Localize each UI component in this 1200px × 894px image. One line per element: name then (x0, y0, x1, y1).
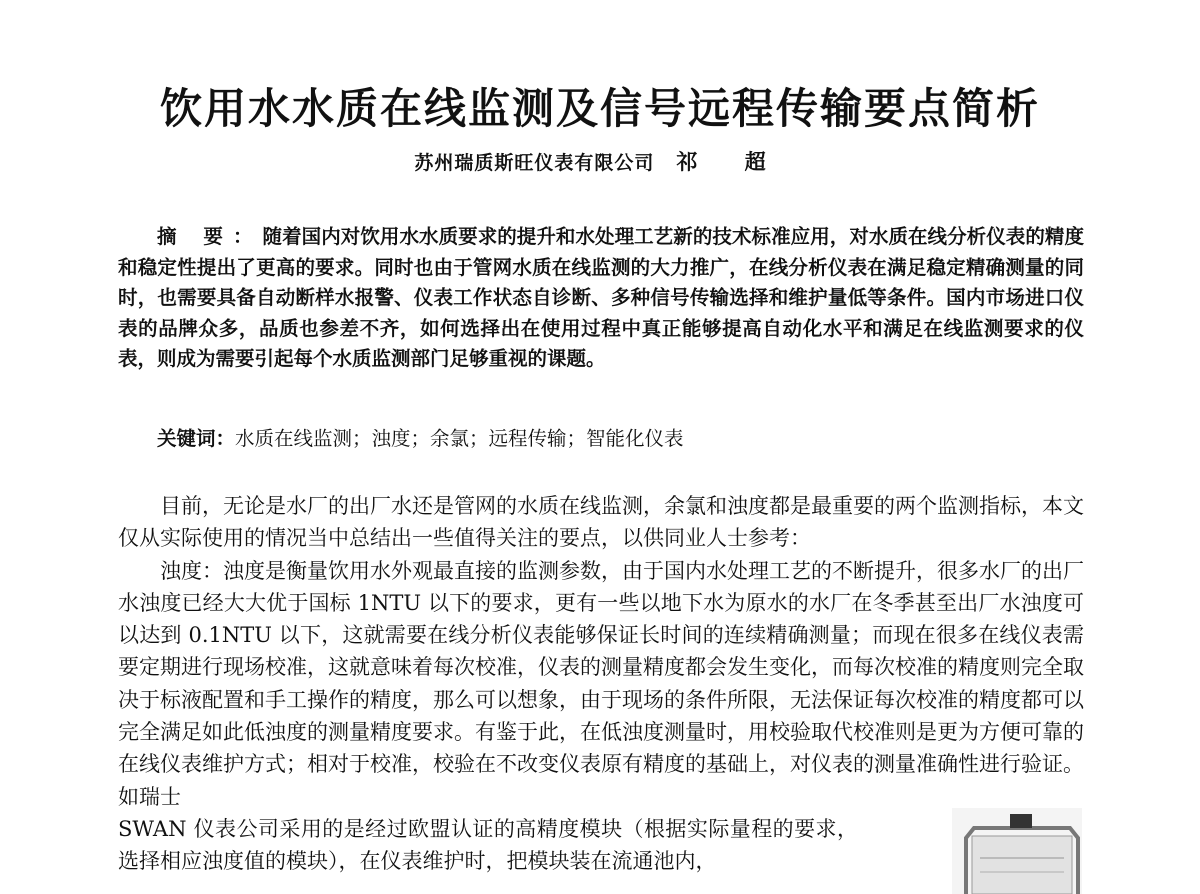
paper-title: 饮用水水质在线监测及信号远程传输要点简析 (159, 84, 1040, 133)
abstract-text: 随着国内对饮用水水质要求的提升和水处理工艺新的技术标准应用，对水质在线分析仪表的精度和稳定性提出了更高的要求。同时也由于管网水质在线监测的大力推广，在线分析仪表在满足稳定精确测量的同时，也需要具备自动断样水报警、仪表工作状态自诊断、多种信号传输选择和维护量低等条件。国内市场进口仪表的品牌众多，品质也参差不齐，如何选择出在使用过程中真正能够提高自动化水平和满足在线监测要求的仪表，则成为需要引起每个水质监测部门足够重视的课题。 (118, 225, 1084, 370)
author: 祁 超 (676, 149, 786, 174)
keywords-text: 水质在线监测；浊度；余氯；远程传输；智能化仪表 (235, 427, 684, 450)
body-paragraph-1: 目前，无论是水厂的出厂水还是管网的水质在线监测，余氯和浊度都是最重要的两个监测指标，本文仅从实际使用的情况当中总结出一些值得关注的要点，以供同业人士参考： (118, 494, 1084, 551)
keywords (118, 424, 1084, 455)
abstract-label: 摘 要： (157, 225, 263, 248)
affiliation: 苏州瑞质斯旺仪表有限公司 (414, 152, 655, 174)
body-text (118, 490, 1084, 878)
body-paragraph-2: 浊度：浊度是衡量饮用水外观最直接的监测参数，由于国内水处理工艺的不断提升，很多水厂的出厂水浊度已经大大优于国标 1NTU 以下的要求，更有一些以地下水为原水的水厂在冬季甚至出厂水浊度可以达到 0.1NTU 以下，这就需要在线分析仪表能够保证长时间的连续精确测量；而现在很多在线仪表需要定期进行现场校准，这就意味着每次校准，仪表的测量精度都会发生变化，而每次校准的精度则完全取决于标液配置和手工操作的精度，那么可以想象，由于现场的条件所限，无法保证每次校准的精度都可以完全满足如此低浊度的测量精度要求。有鉴于此，在低浊度测量时，用校验取代校准则是更为方便可靠的在线仪表维护方式；相对于校准，校验在不改变仪表原有精度的基础上，对仪表的测量准确性进行验证。如瑞士 (118, 558, 1084, 809)
byline (0, 146, 1200, 176)
keywords-label: 关键词： (157, 427, 236, 450)
body-paragraph-2-continued: SWAN 仪表公司采用的是经过欧盟认证的高精度模块（根据实际量程的要求，选择相应浊度值的模块），在仪表维护时，把模块装在流通池内， (118, 816, 858, 874)
instrument-photo (952, 808, 1082, 894)
abstract (118, 222, 1084, 375)
